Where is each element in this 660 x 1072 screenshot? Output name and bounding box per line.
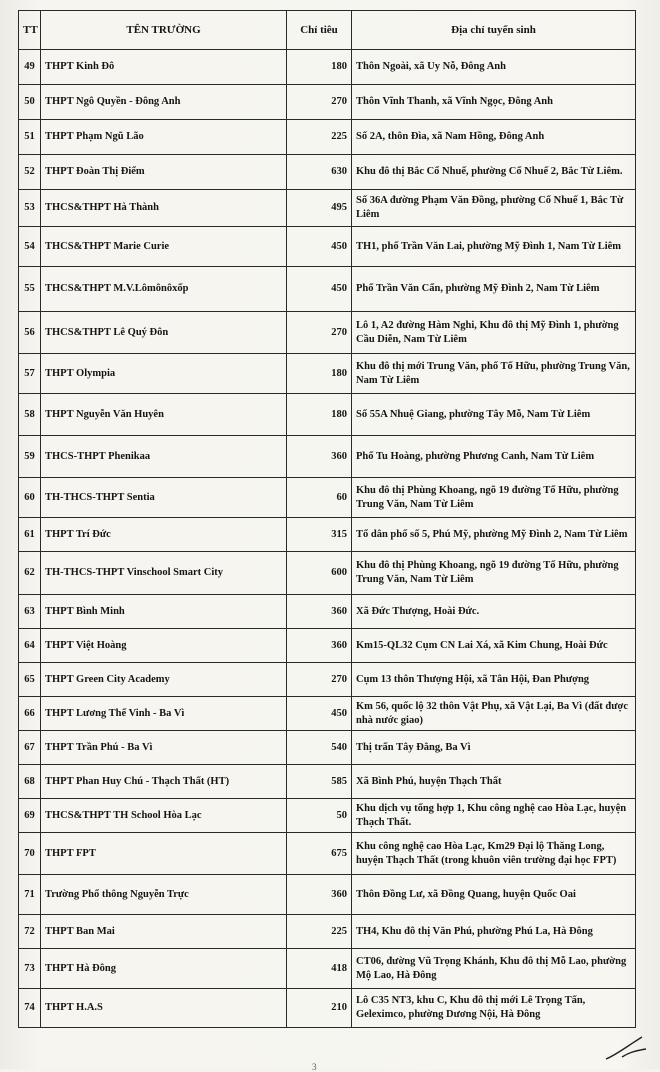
- table-row: [19, 120, 636, 155]
- row-quota: 180: [287, 50, 352, 85]
- row-quota: 210: [287, 989, 352, 1028]
- admissions-table: [18, 10, 636, 1028]
- row-school: THPT Hà Đông: [41, 949, 287, 989]
- row-address: Khu đô thị Phùng Khoang, ngõ 19 đường Tố Hữu, phường Trung Văn, Nam Từ Liêm: [352, 478, 636, 518]
- row-tt: 61: [19, 518, 41, 552]
- row-tt: 60: [19, 478, 41, 518]
- row-tt: 64: [19, 629, 41, 663]
- row-school: THPT H.A.S: [41, 989, 287, 1028]
- table-row: [19, 354, 636, 394]
- row-address: Thôn Vĩnh Thanh, xã Vĩnh Ngọc, Đông Anh: [352, 85, 636, 120]
- row-school: THPT Ngô Quyền - Đông Anh: [41, 85, 287, 120]
- row-tt: 53: [19, 190, 41, 227]
- row-address: Thôn Đồng Lư, xã Đồng Quang, huyện Quốc Oai: [352, 875, 636, 915]
- row-tt: 69: [19, 799, 41, 833]
- table-header-row: [19, 11, 636, 50]
- row-school: THPT Trần Phú - Ba Vì: [41, 731, 287, 765]
- row-school: TH-THCS-THPT Vinschool Smart City: [41, 552, 287, 595]
- header-quota: Chỉ tiêu: [287, 11, 352, 50]
- row-address: Km 56, quốc lộ 32 thôn Vật Phụ, xã Vật Lại, Ba Vì (đất được nhà nước giao): [352, 697, 636, 731]
- row-tt: 70: [19, 833, 41, 875]
- table-row: [19, 85, 636, 120]
- row-school: THPT Phạm Ngũ Lão: [41, 120, 287, 155]
- row-quota: 675: [287, 833, 352, 875]
- row-school: THCS&THPT Lê Quý Đôn: [41, 312, 287, 354]
- table-row: [19, 552, 636, 595]
- table-row: [19, 312, 636, 354]
- row-tt: 58: [19, 394, 41, 436]
- row-school: THPT Olympia: [41, 354, 287, 394]
- header-address: Địa chỉ tuyển sinh: [352, 11, 636, 50]
- row-tt: 73: [19, 949, 41, 989]
- row-school: THPT Trí Đức: [41, 518, 287, 552]
- row-quota: 270: [287, 85, 352, 120]
- row-school: THPT Bình Minh: [41, 595, 287, 629]
- table-row: [19, 731, 636, 765]
- header-tt: TT: [19, 11, 41, 50]
- row-quota: 270: [287, 663, 352, 697]
- table-row: [19, 989, 636, 1028]
- row-tt: 52: [19, 155, 41, 190]
- row-address: Khu đô thị mới Trung Văn, phố Tố Hữu, phường Trung Văn, Nam Từ Liêm: [352, 354, 636, 394]
- table-row: [19, 833, 636, 875]
- table-row: [19, 663, 636, 697]
- row-quota: 360: [287, 875, 352, 915]
- table-row: [19, 436, 636, 478]
- row-address: Phố Tu Hoàng, phường Phương Canh, Nam Từ Liêm: [352, 436, 636, 478]
- row-school: TH-THCS-THPT Sentia: [41, 478, 287, 518]
- page-number: 3: [312, 1062, 317, 1072]
- row-quota: 540: [287, 731, 352, 765]
- row-address: Tổ dân phố số 5, Phú Mỹ, phường Mỹ Đình 2, Nam Từ Liêm: [352, 518, 636, 552]
- table-row: [19, 595, 636, 629]
- table-row: [19, 155, 636, 190]
- header-school: TÊN TRƯỜNG: [41, 11, 287, 50]
- row-quota: 360: [287, 436, 352, 478]
- row-quota: 585: [287, 765, 352, 799]
- row-address: Số 2A, thôn Đìa, xã Nam Hồng, Đông Anh: [352, 120, 636, 155]
- row-address: Khu dịch vụ tổng hợp 1, Khu công nghệ cao Hòa Lạc, huyện Thạch Thất.: [352, 799, 636, 833]
- table-body: [19, 50, 636, 1028]
- row-tt: 51: [19, 120, 41, 155]
- row-tt: 56: [19, 312, 41, 354]
- row-quota: 360: [287, 629, 352, 663]
- row-address: Khu công nghệ cao Hòa Lạc, Km29 Đại lộ Thăng Long, huyện Thạch Thất (trong khuôn viên trường đại học FPT): [352, 833, 636, 875]
- row-school: THPT Phan Huy Chú - Thạch Thất (HT): [41, 765, 287, 799]
- table-row: [19, 629, 636, 663]
- row-school: THCS-THPT Phenikaa: [41, 436, 287, 478]
- row-tt: 57: [19, 354, 41, 394]
- row-address: Số 55A Nhuệ Giang, phường Tây Mỗ, Nam Từ Liêm: [352, 394, 636, 436]
- row-school: THCS&THPT M.V.Lômônôxốp: [41, 267, 287, 312]
- row-address: TH4, Khu đô thị Văn Phú, phường Phú La, Hà Đông: [352, 915, 636, 949]
- row-quota: 450: [287, 227, 352, 267]
- table-row: [19, 227, 636, 267]
- row-address: Số 36A đường Phạm Văn Đồng, phường Cổ Nhuế 1, Bắc Từ Liêm: [352, 190, 636, 227]
- row-quota: 495: [287, 190, 352, 227]
- table-row: [19, 875, 636, 915]
- row-tt: 71: [19, 875, 41, 915]
- row-address: Khu đô thị Bắc Cổ Nhuế, phường Cổ Nhuế 2, Bắc Từ Liêm.: [352, 155, 636, 190]
- row-school: THPT Green City Academy: [41, 663, 287, 697]
- row-school: THCS&THPT TH School Hòa Lạc: [41, 799, 287, 833]
- row-tt: 67: [19, 731, 41, 765]
- row-tt: 65: [19, 663, 41, 697]
- row-address: CT06, đường Vũ Trọng Khánh, Khu đô thị Mỗ Lao, phường Mộ Lao, Hà Đông: [352, 949, 636, 989]
- row-quota: 50: [287, 799, 352, 833]
- row-quota: 315: [287, 518, 352, 552]
- table-row: [19, 697, 636, 731]
- table-row: [19, 949, 636, 989]
- signature-mark: [602, 1033, 648, 1063]
- row-tt: 49: [19, 50, 41, 85]
- row-address: Xã Đức Thượng, Hoài Đức.: [352, 595, 636, 629]
- row-school: THPT Nguyễn Văn Huyên: [41, 394, 287, 436]
- row-school: THPT Lương Thế Vinh - Ba Vì: [41, 697, 287, 731]
- table-row: [19, 478, 636, 518]
- row-address: Km15-QL32 Cụm CN Lai Xá, xã Kim Chung, Hoài Đức: [352, 629, 636, 663]
- row-tt: 72: [19, 915, 41, 949]
- row-tt: 55: [19, 267, 41, 312]
- row-address: TH1, phố Trần Văn Lai, phường Mỹ Đình 1, Nam Từ Liêm: [352, 227, 636, 267]
- row-tt: 66: [19, 697, 41, 731]
- table-row: [19, 50, 636, 85]
- row-quota: 225: [287, 915, 352, 949]
- row-tt: 63: [19, 595, 41, 629]
- table-row: [19, 267, 636, 312]
- row-quota: 60: [287, 478, 352, 518]
- row-school: THPT FPT: [41, 833, 287, 875]
- row-address: Lô 1, A2 đường Hàm Nghi, Khu đô thị Mỹ Đình 1, phường Cầu Diễn, Nam Từ Liêm: [352, 312, 636, 354]
- table-row: [19, 765, 636, 799]
- table-row: [19, 799, 636, 833]
- row-quota: 600: [287, 552, 352, 595]
- row-address: Phố Trần Văn Cẩn, phường Mỹ Đình 2, Nam Từ Liêm: [352, 267, 636, 312]
- row-tt: 68: [19, 765, 41, 799]
- row-school: THPT Ban Mai: [41, 915, 287, 949]
- row-school: THPT Việt Hoàng: [41, 629, 287, 663]
- row-school: THCS&THPT Hà Thành: [41, 190, 287, 227]
- row-address: Lô C35 NT3, khu C, Khu đô thị mới Lê Trọng Tấn, Geleximco, phường Dương Nội, Hà Đông: [352, 989, 636, 1028]
- row-address: Thị trấn Tây Đằng, Ba Vì: [352, 731, 636, 765]
- row-quota: 450: [287, 697, 352, 731]
- row-quota: 180: [287, 394, 352, 436]
- row-tt: 54: [19, 227, 41, 267]
- table-row: [19, 915, 636, 949]
- row-quota: 225: [287, 120, 352, 155]
- row-quota: 360: [287, 595, 352, 629]
- row-quota: 450: [287, 267, 352, 312]
- row-quota: 270: [287, 312, 352, 354]
- row-address: Khu đô thị Phùng Khoang, ngõ 19 đường Tố Hữu, phường Trung Văn, Nam Từ Liêm: [352, 552, 636, 595]
- row-tt: 50: [19, 85, 41, 120]
- row-quota: 630: [287, 155, 352, 190]
- row-school: THPT Kinh Đô: [41, 50, 287, 85]
- row-school: THCS&THPT Marie Curie: [41, 227, 287, 267]
- row-tt: 59: [19, 436, 41, 478]
- row-quota: 418: [287, 949, 352, 989]
- row-address: Xã Bình Phú, huyện Thạch Thất: [352, 765, 636, 799]
- row-tt: 74: [19, 989, 41, 1028]
- row-tt: 62: [19, 552, 41, 595]
- table-row: [19, 518, 636, 552]
- row-school: THPT Đoàn Thị Điểm: [41, 155, 287, 190]
- row-address: Thôn Ngoài, xã Uy Nỗ, Đông Anh: [352, 50, 636, 85]
- table-row: [19, 394, 636, 436]
- row-school: Trường Phổ thông Nguyễn Trực: [41, 875, 287, 915]
- row-address: Cụm 13 thôn Thượng Hội, xã Tân Hội, Đan Phượng: [352, 663, 636, 697]
- row-quota: 180: [287, 354, 352, 394]
- table-row: [19, 190, 636, 227]
